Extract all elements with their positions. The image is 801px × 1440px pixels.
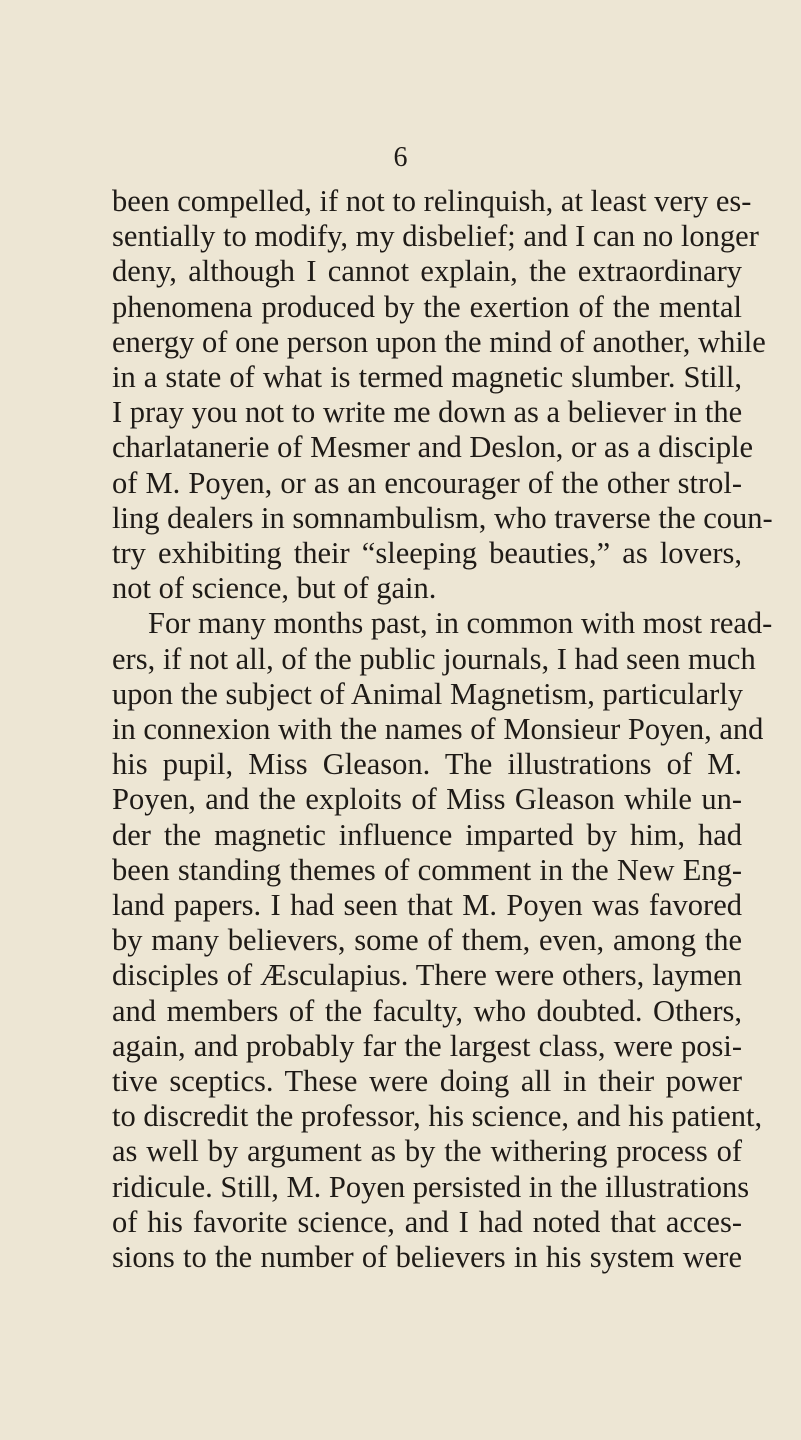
text-line: and members of the faculty, who doubted. Others, xyxy=(112,993,742,1028)
text-line: charlatanerie of Mesmer and Deslon, or as a disciple xyxy=(112,430,754,465)
text-line: try exhibiting their “sleeping beauties,” as lovers, xyxy=(112,536,742,571)
text-line: been compelled, if not to relinquish, at least very es- xyxy=(112,184,752,218)
text-line: I pray you not to write me down as a believer in the xyxy=(112,395,743,430)
text-line: of M. Poyen, or as an encourager of the other strol- xyxy=(112,465,742,500)
text-line: land papers. I had seen that M. Poyen was favored xyxy=(112,888,742,923)
text-line: der the magnetic influence imparted by him, had xyxy=(112,817,742,852)
text-line: again, and probably far the largest class, were posi- xyxy=(112,1028,742,1063)
paragraph-start-line: For many months past, in common with most read- xyxy=(148,606,773,641)
text-line: as well by argument as by the withering process of xyxy=(112,1134,742,1169)
text-line: deny, although I cannot explain, the extraordinary xyxy=(112,254,742,289)
text-line: ling dealers in somnambulism, who traverse the coun- xyxy=(112,500,773,535)
text-line: disciples of Æsculapius. There were others, laymen xyxy=(112,958,742,993)
text-line: Poyen, and the exploits of Miss Gleason while un- xyxy=(112,782,742,817)
text-line: sentially to modify, my disbelief; and I can no longer xyxy=(112,219,759,254)
page-number: 6 xyxy=(393,142,408,173)
body-text xyxy=(112,184,773,1275)
text-line: energy of one person upon the mind of another, while xyxy=(112,324,766,359)
text-line: been standing themes of comment in the New Eng- xyxy=(112,852,742,887)
text-line: in connexion with the names of Monsieur Poyen, and xyxy=(112,712,764,747)
text-line: in a state of what is termed magnetic slumber. Still, xyxy=(112,360,742,395)
text-line: tive sceptics. These were doing all in their power xyxy=(112,1064,742,1099)
text-line: sions to the number of believers in his system were xyxy=(112,1240,742,1275)
text-line: of his favorite science, and I had noted that acces- xyxy=(112,1204,742,1239)
text-line: by many believers, some of them, even, among the xyxy=(112,923,742,958)
text-line: to discredit the professor, his science, and his patient, xyxy=(112,1099,763,1134)
text-line: upon the subject of Animal Magnetism, particularly xyxy=(112,676,744,711)
text-line: ers, if not all, of the public journals, I had seen much xyxy=(112,641,756,676)
paragraph-end-line: not of science, but of gain. xyxy=(112,571,437,606)
text-line: phenomena produced by the exertion of the mental xyxy=(112,289,742,324)
text-line: ridicule. Still, M. Poyen persisted in the illustrations xyxy=(112,1169,750,1204)
text-line: his pupil, Miss Gleason. The illustrations of M. xyxy=(112,747,742,782)
